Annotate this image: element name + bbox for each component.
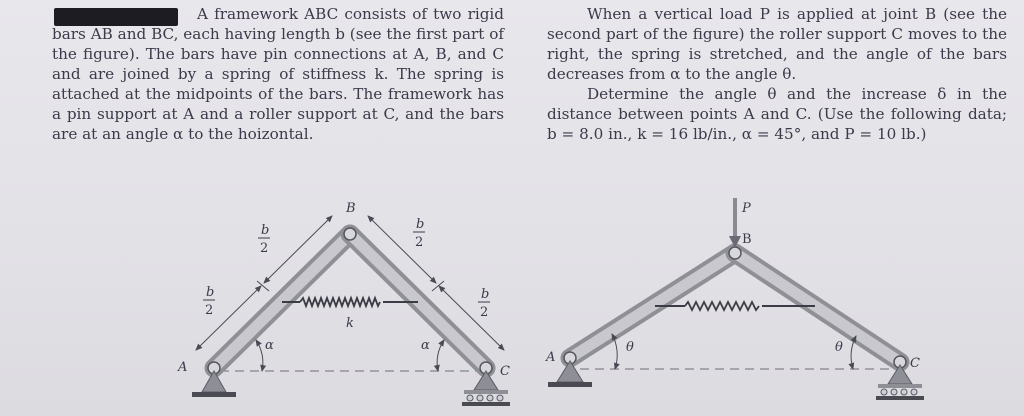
svg-text:2: 2 — [260, 241, 269, 256]
left-paragraph: A framework ABC consists of two rigid bars AB and BC, each having length b (see the first part of the figure). The bars have pin connections at A, B, and C and are joined by a spring of stiffness k. The spring is attached at the midpoints of the bars. The framework has a pin support at A and a roller support at C, and the bars are at an angle α to the hoizontal. — [52, 5, 504, 143]
svg-text:2: 2 — [205, 303, 214, 318]
label-alpha-left: α — [265, 338, 274, 353]
label-theta-left: θ — [626, 340, 634, 355]
svg-text:2: 2 — [415, 235, 424, 250]
svg-text:b: b — [206, 285, 215, 300]
pin-support-a-2 — [557, 361, 583, 382]
label-k: k — [346, 316, 354, 331]
label-p: P — [742, 201, 751, 216]
svg-text:2: 2 — [480, 305, 489, 320]
label-a-fig2: A — [546, 350, 556, 365]
svg-text:b: b — [416, 217, 425, 232]
label-c-fig2: C — [910, 356, 920, 371]
label-theta-right: θ — [835, 340, 843, 355]
right-paragraph-1: When a vertical load P is applied at joint B (see the second part of the figure) the roller support C moves to the right, the spring is stretched, and the angle of the bars decreases from α to the angle θ. — [547, 5, 1007, 83]
spring-stretched — [655, 302, 815, 310]
angle-arc-alpha-right — [437, 340, 444, 371]
svg-text:b: b — [261, 223, 270, 238]
label-b-fig2: B — [742, 232, 752, 247]
fraction-right-lower — [478, 287, 490, 320]
spring-k — [282, 298, 418, 306]
figure-2 — [545, 198, 924, 400]
pin-b-2 — [729, 247, 741, 259]
label-a-fig1: A — [178, 360, 188, 375]
pin-b — [344, 228, 356, 240]
svg-text:b: b — [481, 287, 490, 302]
label-c-fig1: C — [500, 364, 510, 379]
right-paragraph-2: Determine the angle θ and the increase δ in the distance between points A and C. (Use the following data; b = 8.0 in., k = 16 lb/in., α = 45°, and P = 10 lb.) — [547, 85, 1007, 143]
figure-1 — [177, 201, 510, 406]
pin-support-a — [202, 371, 226, 392]
label-alpha-right: α — [421, 338, 430, 353]
fraction-left-lower — [203, 285, 215, 318]
label-b-fig1: B — [346, 201, 356, 216]
fraction-right-upper — [413, 217, 425, 250]
fraction-left-upper — [258, 223, 270, 256]
angle-arc-alpha-left — [256, 340, 263, 371]
